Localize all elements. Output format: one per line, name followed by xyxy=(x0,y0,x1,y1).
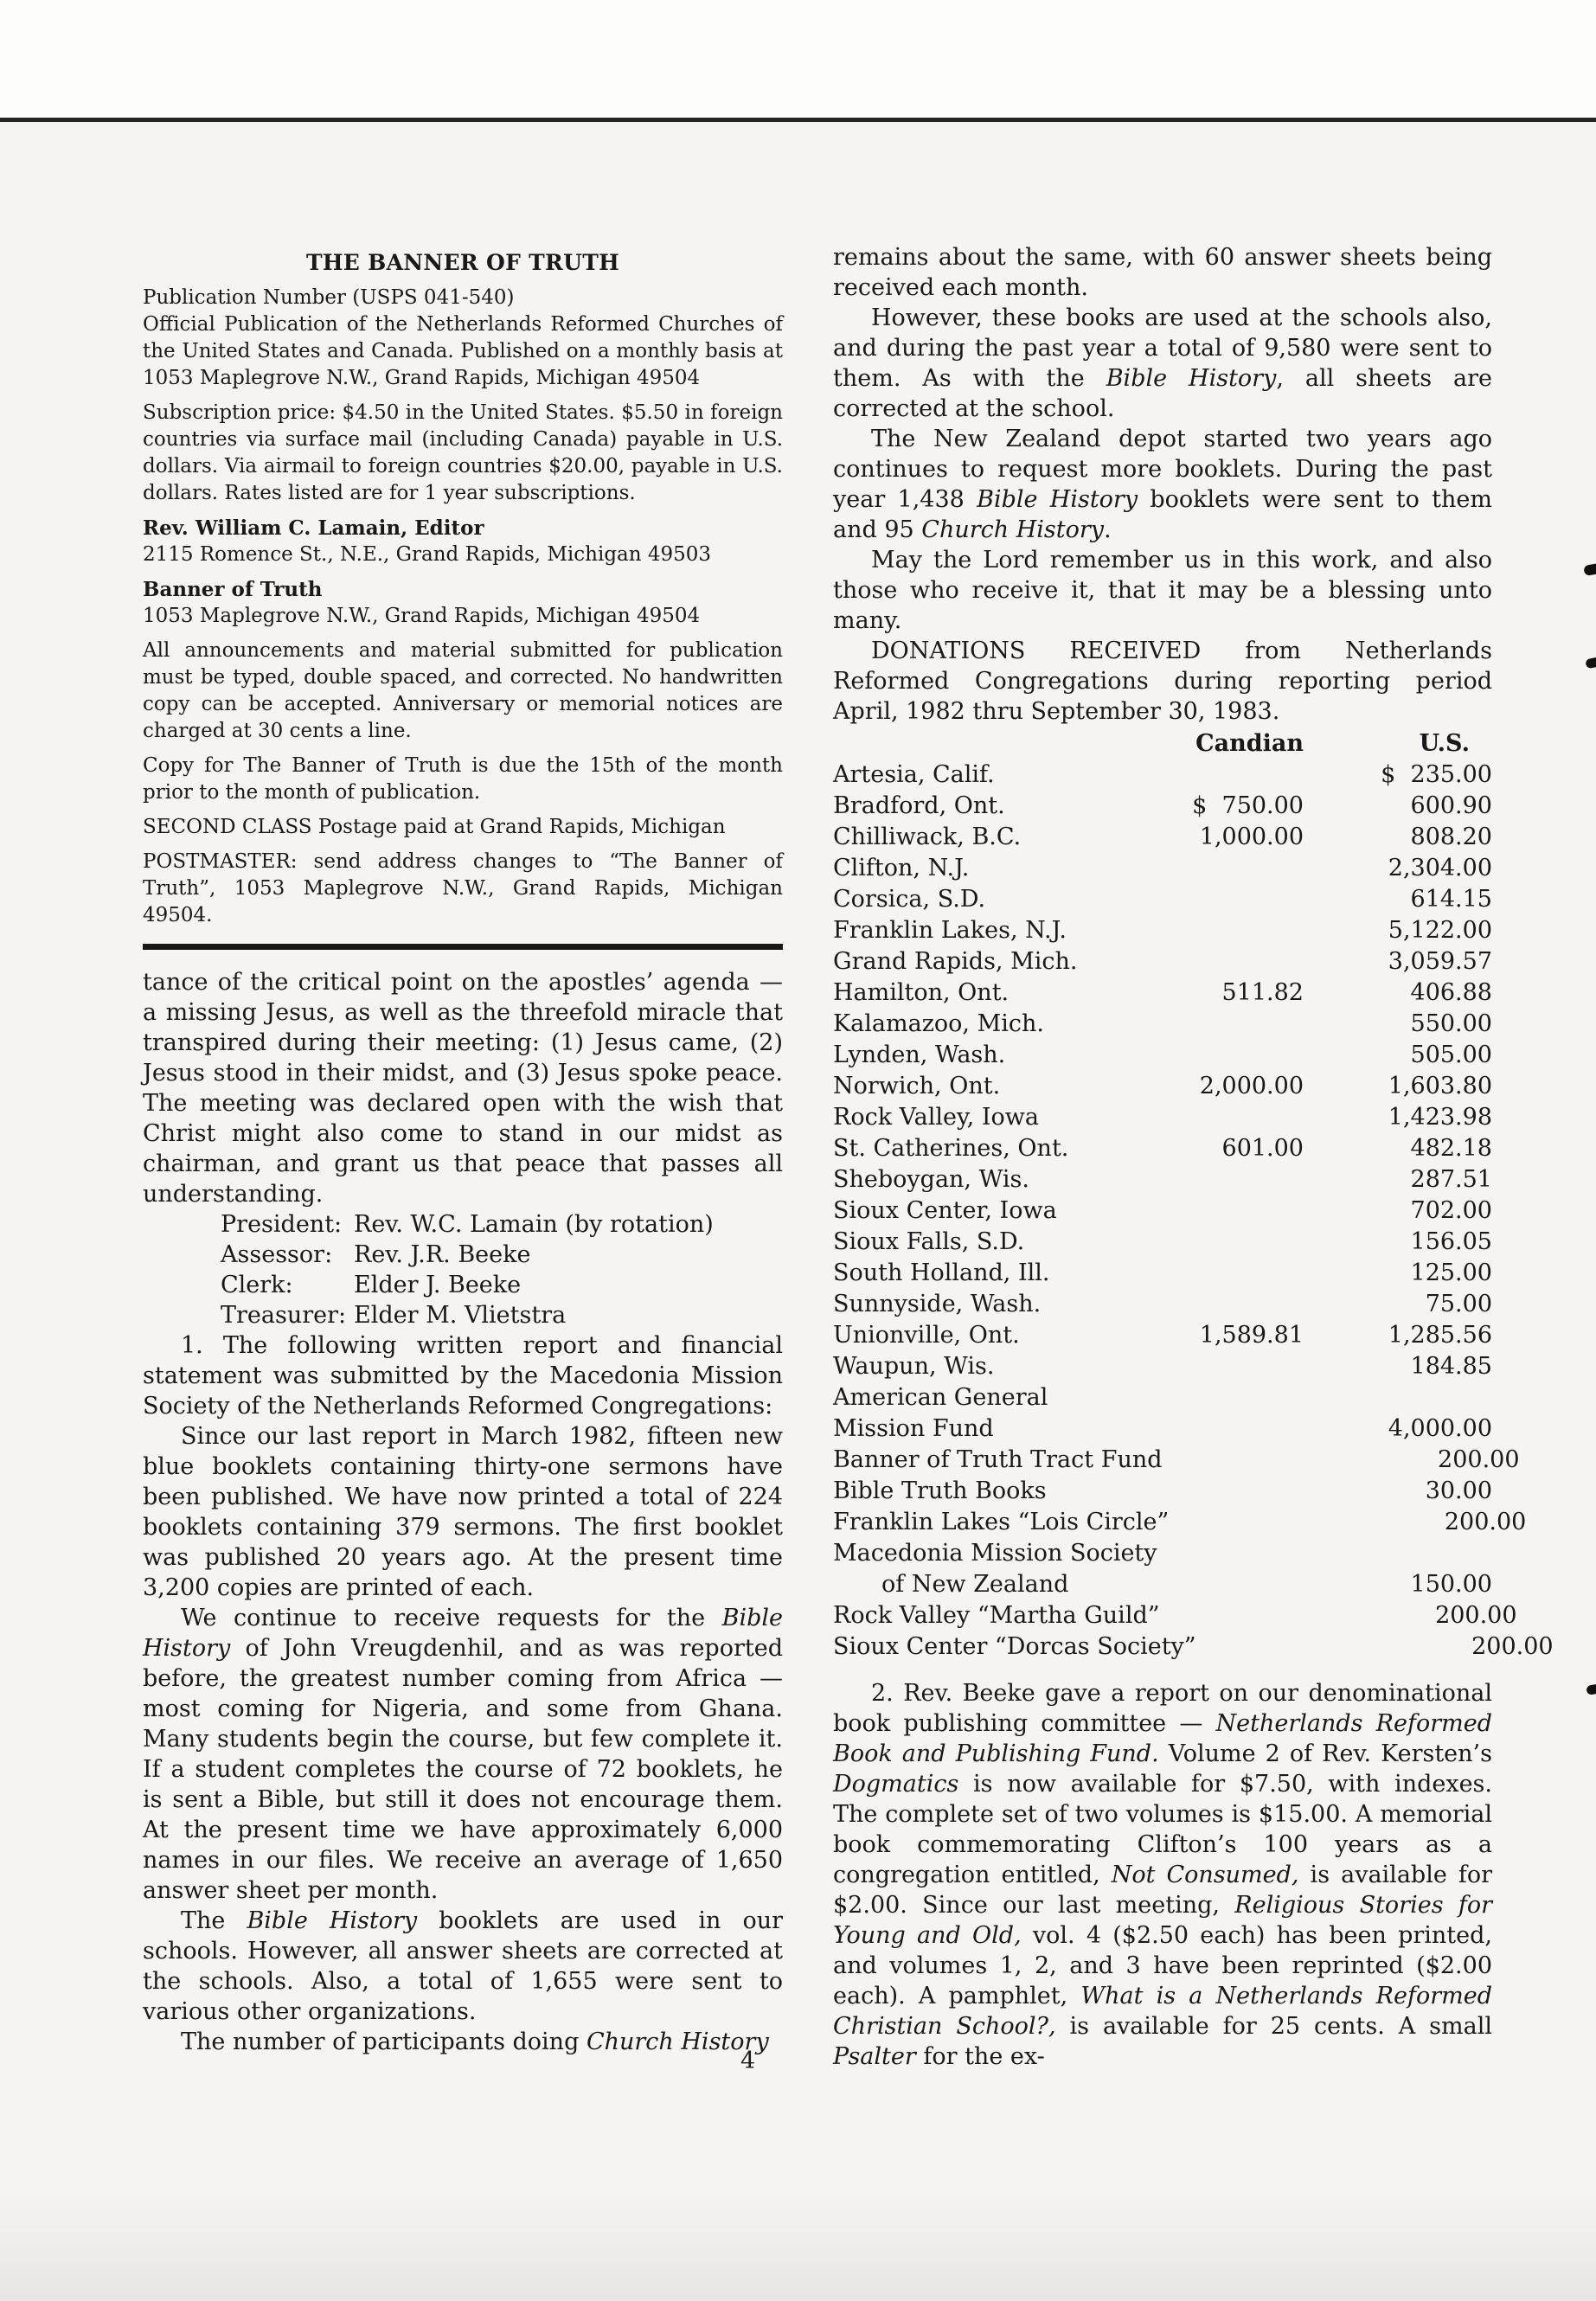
donation-row xyxy=(833,1102,1492,1133)
donation-row xyxy=(833,1600,1517,1631)
donation-source: Unionville, Ont. xyxy=(833,1322,1020,1349)
officer-row xyxy=(143,1270,783,1300)
text-run: for the ex- xyxy=(915,2043,1045,2070)
donation-amount-us: 75.00 xyxy=(1425,1291,1492,1317)
page-surface xyxy=(0,122,1596,2301)
italic-text: Not Consumed, xyxy=(1111,1862,1299,1888)
donation-row xyxy=(833,822,1492,853)
donation-row xyxy=(833,1569,1492,1600)
text-run: . xyxy=(1104,516,1112,543)
italic-text: Bible History xyxy=(143,1605,783,1662)
officer-role: Clerk: xyxy=(221,1272,293,1298)
donation-amount-us: 1,603.80 xyxy=(1388,1073,1492,1099)
donation-source: St. Catherines, Ont. xyxy=(833,1135,1069,1162)
donation-row xyxy=(833,946,1492,977)
text-run: is now available for $7.50, with indexes. The complete set of two volumes is $15.00. A memorial book commemorating Clifton’s 100 years as a congregation entitled, xyxy=(833,1771,1492,1888)
donation-source: Waupun, Wis. xyxy=(833,1353,995,1380)
officer-list xyxy=(143,1209,783,1330)
donation-source: South Holland, Ill. xyxy=(833,1259,1050,1286)
italic-text: Psalter xyxy=(833,2043,916,2070)
donation-source: Kalamazoo, Mich. xyxy=(833,1010,1044,1037)
left-column xyxy=(143,249,783,2057)
text-run: 2. Rev. Beeke gave a report on our denominational book publishing committee — xyxy=(833,1680,1492,1737)
text-run: The number of participants doing xyxy=(181,2029,586,2055)
masthead-block: Copy for The Banner of Truth is due the 15th of the month prior to the month of publication. xyxy=(143,754,783,804)
paragraph xyxy=(833,303,1492,424)
donation-amount-us: 287.51 xyxy=(1410,1166,1492,1193)
masthead-block: Rev. William C. Lamain, Editor xyxy=(143,516,484,540)
italic-text: Dogmatics xyxy=(833,1771,959,1798)
donation-amount-us: 505.00 xyxy=(1410,1042,1492,1068)
donation-row xyxy=(833,1476,1492,1507)
paragraph xyxy=(833,242,1492,303)
donation-row xyxy=(833,1009,1492,1040)
masthead-block: POSTMASTER: send address changes to “The Banner of Truth”, 1053 Maplegrove N.W., Grand Rapids, Michigan 49504. xyxy=(143,850,783,926)
donation-amount-us: 200.00 xyxy=(1471,1633,1554,1660)
donation-source: of New Zealand xyxy=(881,1571,1069,1598)
masthead-divider xyxy=(143,944,783,950)
donation-row xyxy=(833,1227,1492,1258)
section-gap xyxy=(833,1663,1492,1678)
donation-row xyxy=(833,1258,1492,1289)
donation-row xyxy=(833,1631,1554,1663)
text-run: , all sheets are corrected at the school. xyxy=(833,365,1492,422)
publication-title: THE BANNER OF TRUTH xyxy=(305,250,620,275)
donation-source: Banner of Truth Tract Fund xyxy=(833,1446,1163,1473)
paragraph xyxy=(143,1906,783,2027)
donation-source: Corsica, S.D. xyxy=(833,886,986,913)
donation-source: Artesia, Calif. xyxy=(833,761,995,788)
paragraph xyxy=(833,1678,1492,2072)
donation-row xyxy=(833,1413,1492,1445)
donation-row xyxy=(833,1538,1492,1569)
text-run: The xyxy=(181,1907,247,1934)
donation-source: Grand Rapids, Mich. xyxy=(833,948,1078,975)
donation-amount-canadian: 2,000.00 xyxy=(1199,1073,1304,1099)
donation-source: Franklin Lakes “Lois Circle” xyxy=(833,1509,1170,1535)
donation-amount-us: 4,000.00 xyxy=(1388,1415,1492,1442)
donation-source: Sheboygan, Wis. xyxy=(833,1166,1029,1193)
text-run: DONATIONS RECEIVED from Netherlands Reformed Congregations during reporting period April, 1982 thru September 30, 1983. xyxy=(833,638,1492,725)
donation-amount-us: 30.00 xyxy=(1425,1477,1492,1504)
donation-amount-us: 5,122.00 xyxy=(1388,917,1492,944)
italic-text: Church History xyxy=(921,516,1105,543)
article-text-closing xyxy=(833,1678,1492,2072)
donation-row xyxy=(833,1195,1492,1227)
paragraph xyxy=(143,967,783,1209)
donation-amount-us: $ 235.00 xyxy=(1381,761,1492,788)
paragraph xyxy=(833,545,1492,636)
donations-table xyxy=(833,728,1554,1663)
donation-source: Sunnyside, Wash. xyxy=(833,1291,1042,1317)
donation-amount-us: 550.00 xyxy=(1410,1010,1492,1037)
donation-amount-us: 150.00 xyxy=(1410,1571,1492,1598)
donation-row xyxy=(833,791,1492,822)
donation-amount-us: 1,423.98 xyxy=(1388,1104,1492,1131)
donation-source: American General xyxy=(833,1384,1048,1411)
officer-name: Rev. J.R. Beeke xyxy=(354,1241,531,1268)
donation-row xyxy=(833,760,1492,791)
article-text-continued xyxy=(833,242,1492,727)
text-run: is available for 25 cents. A small xyxy=(1055,2013,1492,2040)
donation-row xyxy=(833,1133,1492,1164)
paragraph xyxy=(143,1330,783,1421)
officer-row xyxy=(143,1300,783,1330)
article-text-top xyxy=(143,967,783,1209)
officer-name: Elder J. Beeke xyxy=(354,1272,522,1298)
masthead-block-list xyxy=(143,285,783,929)
donation-row xyxy=(833,1320,1492,1351)
officer-row xyxy=(143,1209,783,1240)
donation-amount-us: 614.15 xyxy=(1410,886,1492,913)
officer-row xyxy=(143,1240,783,1270)
donation-source: Sioux Center, Iowa xyxy=(833,1197,1057,1224)
italic-text: Bible History xyxy=(1106,365,1277,392)
officer-name: Elder M. Vlietstra xyxy=(354,1302,567,1329)
donation-row xyxy=(833,977,1492,1009)
donation-row xyxy=(833,1289,1492,1320)
text-run: We continue to receive requests for the xyxy=(181,1605,722,1631)
donation-amount-us: 702.00 xyxy=(1410,1197,1492,1224)
donation-amount-us: 200.00 xyxy=(1444,1509,1527,1535)
donation-row xyxy=(833,1507,1527,1538)
text-run: However, these books are used at the schools also, and during the past year a total of 9,580 were sent to them. As with the xyxy=(833,304,1492,392)
donation-amount-us: 2,304.00 xyxy=(1388,855,1492,881)
page-number: 4 xyxy=(740,2048,756,2074)
donation-row xyxy=(833,1040,1492,1071)
donation-amount-us: 200.00 xyxy=(1438,1446,1520,1473)
donation-amount-us: 482.18 xyxy=(1410,1135,1492,1162)
donations-header-canadian: Candian xyxy=(1195,730,1304,757)
masthead-block: 2115 Romence St., N.E., Grand Rapids, Michigan 49503 xyxy=(143,543,712,566)
donation-amount-us: 200.00 xyxy=(1435,1602,1517,1629)
donation-source: Rock Valley, Iowa xyxy=(833,1104,1039,1131)
paragraph xyxy=(833,424,1492,545)
text-run: of John Vreugdenhil, and as was reported before, the greatest number coming from Africa — most coming for Nigeria, and some from Ghana. Many students begin the course, but few complete it. If a student completes the course of 72 booklets, he is sent a Bible, but still it does not encourage them. At the present time we have approximately 6,000 names in our files. We receive an average of 1,650 answer sheet per month. xyxy=(143,1635,783,1904)
paragraph xyxy=(143,1421,783,1603)
donation-amount-us: 184.85 xyxy=(1410,1353,1492,1380)
donation-amount-canadian: 601.00 xyxy=(1221,1135,1304,1162)
officer-role: President: xyxy=(221,1211,343,1238)
donation-row xyxy=(833,1351,1492,1382)
donation-amount-us: 125.00 xyxy=(1410,1259,1492,1286)
donation-source: Franklin Lakes, N.J. xyxy=(833,917,1067,944)
text-run: The New Zealand depot started two years ago continues to request more booklets. During the past year 1,438 xyxy=(833,426,1492,513)
donation-row xyxy=(833,1382,1492,1413)
donation-row xyxy=(833,1445,1520,1476)
officer-role: Treasurer: xyxy=(221,1302,347,1329)
donation-amount-us: 3,059.57 xyxy=(1388,948,1492,975)
donation-amount-us: 406.88 xyxy=(1410,979,1492,1006)
italic-text: What is a Netherlands Reformed Christian School?, xyxy=(833,1983,1492,2040)
donation-source: Chilliwack, B.C. xyxy=(833,824,1022,850)
donation-amount-us: 600.90 xyxy=(1410,792,1492,819)
donation-source: Bible Truth Books xyxy=(833,1477,1047,1504)
text-run: Since our last report in March 1982, fifteen new blue booklets containing thirty-one sermons have been published. We have now printed a total of 224 booklets containing 379 sermons. The first booklet was published 20 years ago. At the present time 3,200 copies are printed of each. xyxy=(143,1423,783,1601)
masthead-block: All announcements and material submitted for publication must be typed, double spaced, and corrected. No handwritten copy can be accepted. Anniversary or memorial notices are charged at 30 cents a line. xyxy=(143,639,783,742)
donation-source: Macedonia Mission Society xyxy=(833,1540,1157,1567)
italic-text: Religious Stories for Young and Old, xyxy=(833,1892,1493,1949)
donation-source: Mission Fund xyxy=(833,1415,994,1442)
text-run: booklets were sent to them and 95 xyxy=(833,486,1492,543)
donation-amount-canadian: 511.82 xyxy=(1221,979,1304,1006)
donation-row xyxy=(833,1071,1492,1102)
donation-row xyxy=(833,853,1492,884)
donation-source: Norwich, Ont. xyxy=(833,1073,1001,1099)
donation-source: Clifton, N.J. xyxy=(833,855,970,881)
italic-text: Church History xyxy=(586,2029,769,2055)
donation-source: Sioux Center “Dorcas Society” xyxy=(833,1633,1196,1660)
officer-role: Assessor: xyxy=(221,1241,333,1268)
text-run: vol. 4 ($2.50 each) has been printed, and volumes 1, 2, and 3 have been reprinted ($2.00 each). A pamphlet, xyxy=(833,1922,1492,2009)
text-run: is available for $2.00. Since our last meeting, xyxy=(833,1862,1493,1919)
masthead-block: Subscription price: $4.50 in the United States. $5.50 in foreign countries via surface mail (including Canada) payable in U.S. dollars. Via airmail to foreign countries $20.00, payable in U.S. dollars. Rates listed are for 1 year subscriptions. xyxy=(143,401,783,504)
paragraph xyxy=(143,1603,783,1906)
donations-table-header xyxy=(833,728,1492,760)
donation-amount-us: 1,285.56 xyxy=(1388,1322,1492,1349)
donation-row xyxy=(833,1164,1492,1195)
donation-source: Rock Valley “Martha Guild” xyxy=(833,1602,1160,1629)
text-run: remains about the same, with 60 answer sheets being received each month. xyxy=(833,244,1492,301)
masthead-block: Banner of Truth xyxy=(143,578,323,601)
italic-text: Bible History xyxy=(247,1907,418,1934)
masthead-block: Publication Number (USPS 041-540) xyxy=(143,286,515,309)
donations-table-rows xyxy=(833,760,1554,1663)
donation-row xyxy=(833,915,1492,946)
italic-text: Netherlands Reformed Book and Publishing Fund. xyxy=(833,1710,1493,1767)
article-text-bottom xyxy=(143,1330,783,2057)
donation-source: Lynden, Wash. xyxy=(833,1042,1006,1068)
donations-header-us: U.S. xyxy=(1419,730,1470,757)
donation-source: Bradford, Ont. xyxy=(833,792,1005,819)
donation-source: Hamilton, Ont. xyxy=(833,979,1010,1006)
donation-amount-us: 156.05 xyxy=(1410,1228,1492,1255)
donation-row xyxy=(833,884,1492,915)
donation-source: Sioux Falls, S.D. xyxy=(833,1228,1025,1255)
paragraph xyxy=(833,636,1492,727)
masthead-block: SECOND CLASS Postage paid at Grand Rapids, Michigan xyxy=(143,816,726,838)
right-column xyxy=(833,242,1554,2072)
text-run: Volume 2 of Rev. Kersten’s xyxy=(1158,1740,1492,1767)
text-run: booklets are used in our schools. However, all answer sheets are corrected at the schools. Also, a total of 1,655 were sent to various other organizations. xyxy=(143,1907,783,2025)
italic-text: Bible History xyxy=(977,486,1138,513)
text-run: tance of the critical point on the apostles’ agenda — a missing Jesus, as well as the threefold miracle that transpired during their meeting: (1) Jesus came, (2) Jesus stood in their midst, and (3) Jesus spoke peace. The meeting was declared open with the wish that Christ might also come to stand in our midst as chairman, and grant us that peace that passes all understanding. xyxy=(143,969,783,1208)
donation-amount-canadian: 1,000.00 xyxy=(1199,824,1304,850)
paragraph xyxy=(143,2027,783,2057)
text-run: May the Lord remember us in this work, and also those who receive it, that it may be a blessing unto many. xyxy=(833,547,1492,634)
masthead-block: Official Publication of the Netherlands Reformed Churches of the United States and Canada. Published on a monthly basis at 1053 Maplegrove N.W., Grand Rapids, Michigan 49504 xyxy=(143,313,783,389)
donation-amount-canadian: 1,589.81 xyxy=(1199,1322,1304,1349)
donation-amount-us: 808.20 xyxy=(1410,824,1492,850)
donation-amount-canadian: $ 750.00 xyxy=(1192,792,1304,819)
text-run: 1. The following written report and financial statement was submitted by the Macedonia Mission Society of the Netherlands Reformed Congregations: xyxy=(143,1332,783,1420)
masthead-block: 1053 Maplegrove N.W., Grand Rapids, Michigan 49504 xyxy=(143,605,701,627)
officer-name: Rev. W.C. Lamain (by rotation) xyxy=(354,1211,714,1238)
